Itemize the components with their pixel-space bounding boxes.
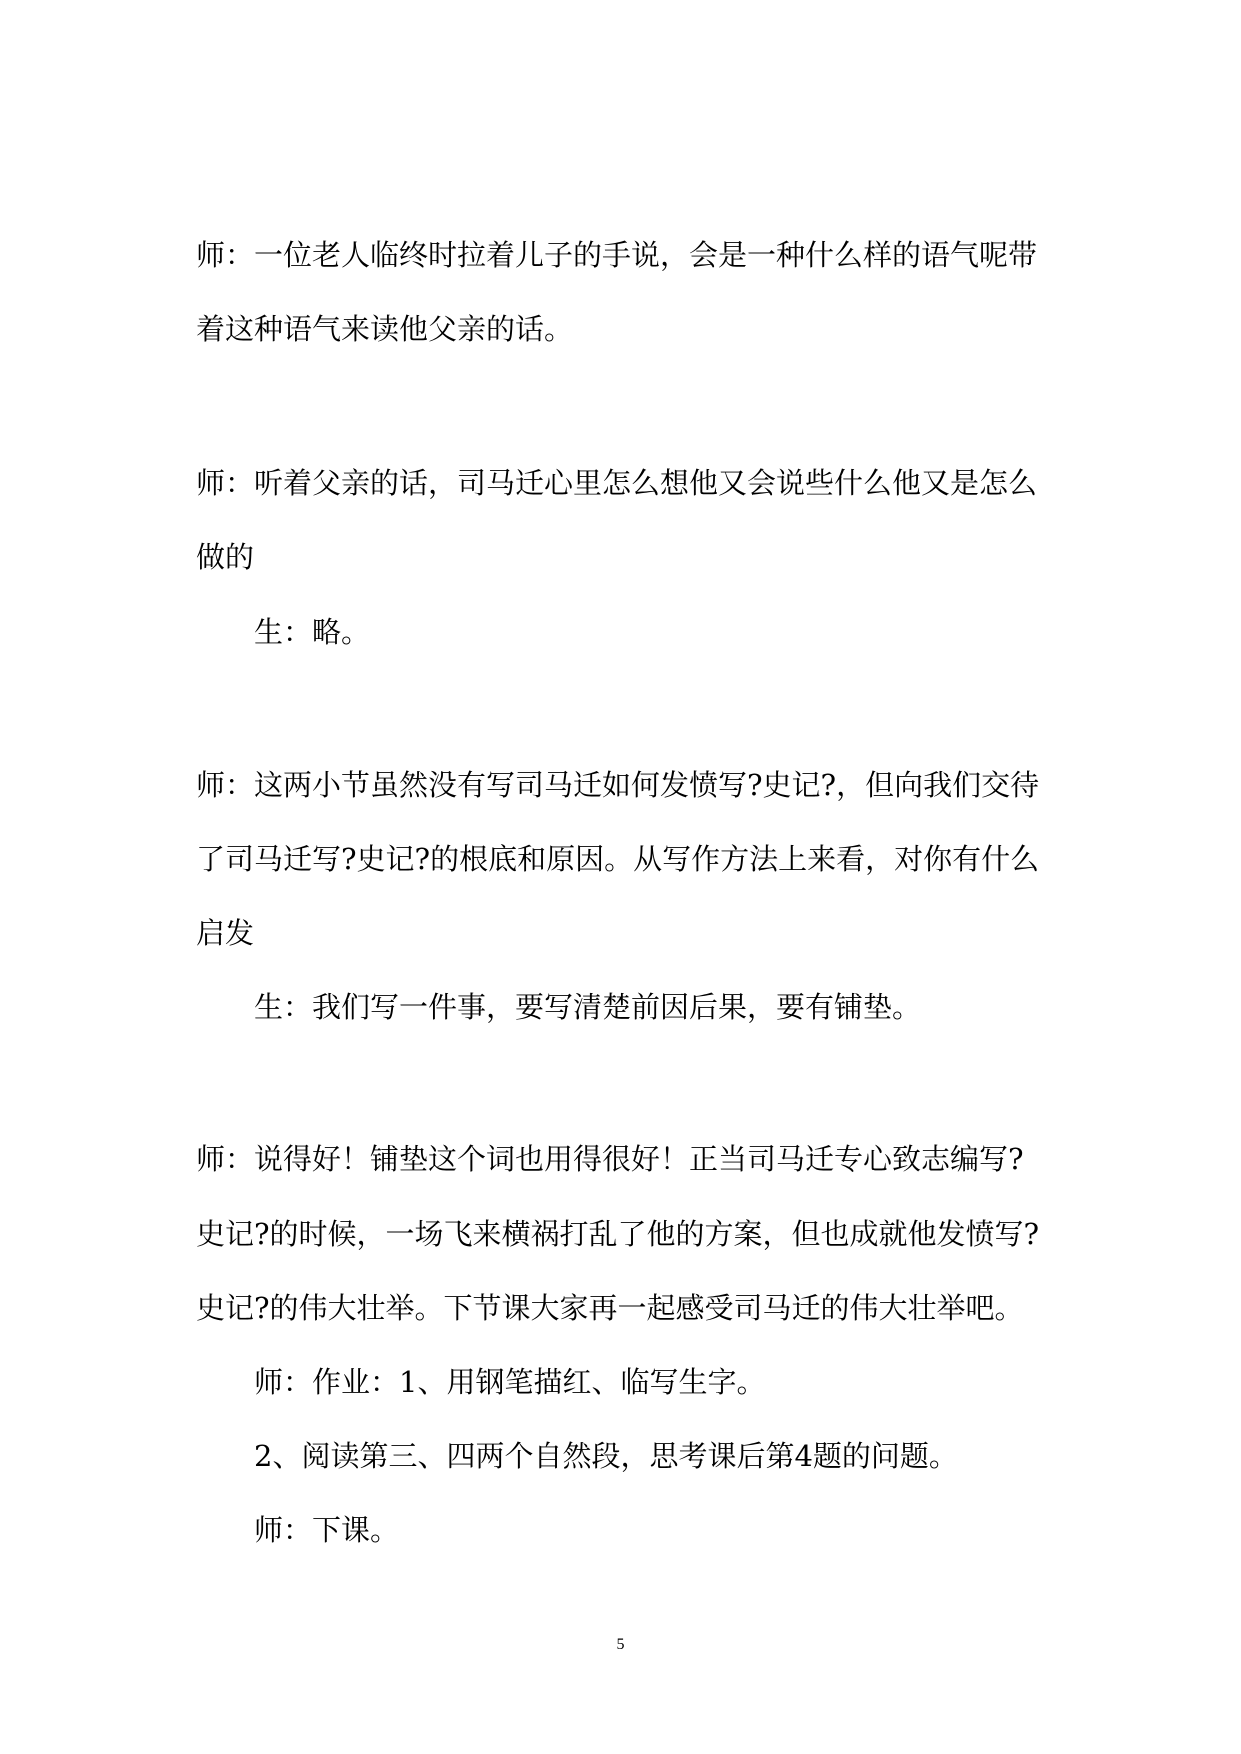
paragraph-line: 启发: [196, 916, 255, 950]
paragraph-line: 了司马迁写?史记?的根底和原因。从写作方法上来看，对你有什么: [196, 842, 1040, 876]
paragraph-line: 2、阅读第三、四两个自然段，思考课后第4题的问题。: [254, 1439, 958, 1473]
paragraph-line: 生：略。: [254, 615, 371, 649]
paragraph-line: 师：说得好！铺垫这个词也用得很好！正当司马迁专心致志编写?: [196, 1142, 1024, 1176]
paragraph-line: 师：作业：1、用钢笔描红、临写生字。: [254, 1365, 766, 1399]
paragraph-line: 师：听着父亲的话，司马迁心里怎么想他又会说些什么他又是怎么: [196, 466, 1038, 500]
page-number: 5: [616, 1636, 625, 1653]
paragraph-line: 师：这两小节虽然没有写司马迁如何发愤写?史记?，但向我们交待: [196, 768, 1040, 802]
paragraph-line: 师：一位老人临终时拉着儿子的手说，会是一种什么样的语气呢带: [196, 238, 1038, 272]
paragraph-line: 史记?的伟大壮举。下节课大家再一起感受司马迁的伟大壮举吧。: [196, 1291, 1024, 1325]
paragraph-line: 史记?的时候，一场飞来横祸打乱了他的方案，但也成就他发愤写?: [196, 1217, 1040, 1251]
paragraph-line: 做的: [196, 540, 255, 574]
paragraph-line: 师：下课。: [254, 1513, 400, 1547]
paragraph-line: 着这种语气来读他父亲的话。: [196, 312, 574, 346]
paragraph-line: 生：我们写一件事，要写清楚前因后果，要有铺垫。: [254, 990, 922, 1024]
